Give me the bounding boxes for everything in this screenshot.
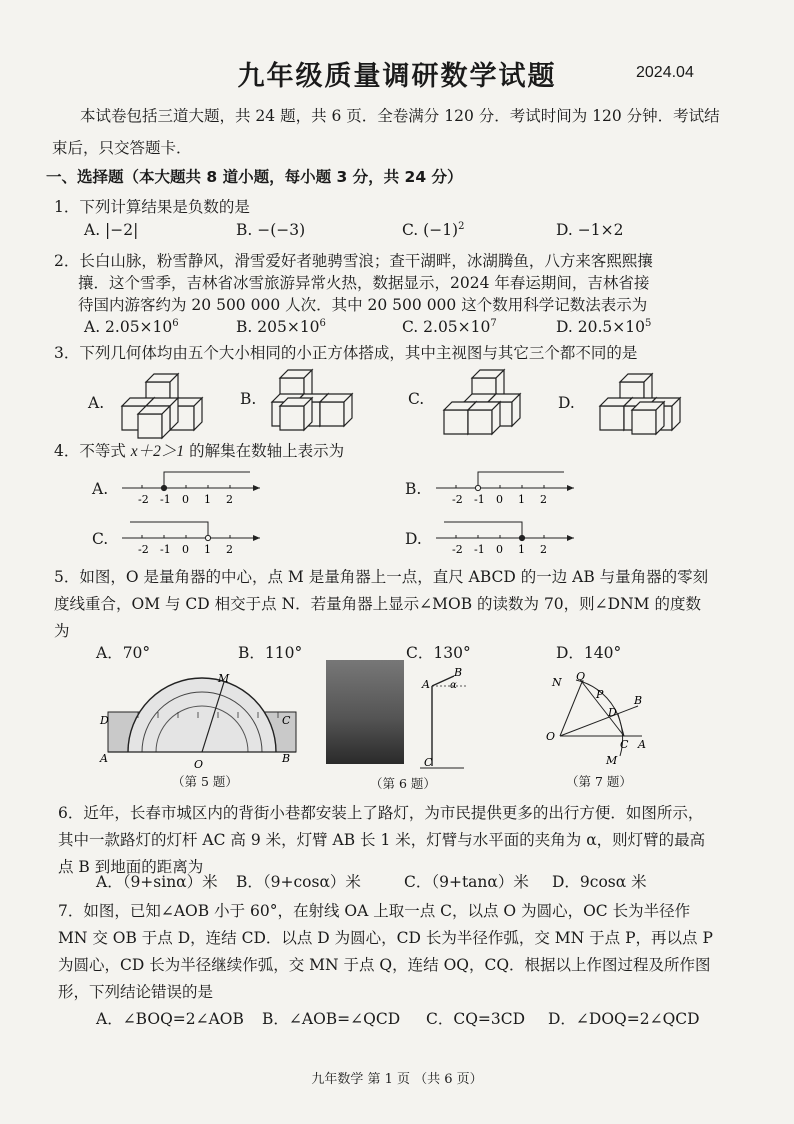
q4-endpoint-a bbox=[161, 485, 166, 490]
q4-endpoint-d bbox=[519, 535, 524, 540]
q6-text: 6．近年，长春市城区内的背街小巷都安装上了路灯，为市民提供更多的出行方便．如图所示，其中一款路灯的灯杆 AC 高 9 米，灯臂 AB 长 1 米，灯臂与水平面的夹角为 α，则灯臂的最高点 B 到地面的距离为 bbox=[58, 804, 706, 876]
fig6-lamp-diagram bbox=[420, 664, 480, 774]
q3-label-c: C. bbox=[408, 390, 425, 408]
q4-label-d: D. bbox=[405, 530, 422, 548]
q4-endpoint-b bbox=[475, 485, 480, 490]
q5-option-a: A．70° bbox=[96, 644, 151, 662]
fig5-label-b: B bbox=[282, 752, 291, 765]
q4-tick-label: 0 bbox=[182, 543, 189, 556]
q2-option-b: B. $205\times 10^6$ bbox=[236, 318, 326, 337]
q7-option-c: C．CQ=3CD bbox=[426, 1010, 526, 1028]
q3-label-d: D. bbox=[558, 394, 575, 412]
intro-text: 本试卷包括三道大题，共 24 题，共 6 页．全卷满分 120 分．考试时间为 120 分钟．考试结束后，只交答题卡． bbox=[52, 107, 720, 157]
fig5-label-m: M bbox=[218, 672, 230, 685]
q3-cube-figures bbox=[0, 366, 794, 446]
fig6-label-a: A bbox=[422, 678, 430, 691]
fig5-label-d: D bbox=[100, 714, 109, 727]
q2-option-a: A. $2.05\times 10^6$ bbox=[84, 318, 179, 337]
q1-option-a: A. |−2| bbox=[84, 221, 139, 239]
q4-tick-label: 1 bbox=[204, 493, 211, 506]
q5-option-c: C．130° bbox=[406, 644, 471, 662]
q4-tick-label: 2 bbox=[226, 493, 233, 506]
q4-tick-label: 1 bbox=[518, 543, 525, 556]
q6-option-b: B．（9+cosα）米 bbox=[236, 873, 361, 891]
q5-option-d: D．140° bbox=[556, 644, 622, 662]
q4-number-line-d bbox=[436, 522, 574, 556]
fig5-protractor bbox=[98, 670, 318, 780]
q4-tick-label: -2 bbox=[138, 543, 149, 556]
q4-axis-arrow-b bbox=[567, 485, 574, 491]
q7-text: 7．如图，已知∠AOB 小于 60°，在射线 OA 上取一点 C，以点 O 为圆心，OC 长为半径作 MN 交 OB 于点 D，连结 CD．以点 D 为圆心，CD 长为半径作弧，交 MN 于点 P，再以点 P 为圆心，CD 长为半径继续作弧，交 MN 于点 Q，连结 OQ，CQ．根据以上作图过程及所作图形，下列结论错误的是 bbox=[58, 902, 713, 1001]
q4-stem: 4．不等式 x＋2＞1 的解集在数轴上表示为 bbox=[54, 442, 345, 460]
q2-line-2: 攘．这个雪季，吉林省冰雪旅游异常火热，数据显示，2024 年春运期间，吉林省接 bbox=[78, 274, 650, 292]
q4-tick-label: -2 bbox=[452, 543, 463, 556]
q3-label-a: A. bbox=[88, 394, 105, 412]
q4-tick-label: 2 bbox=[540, 543, 547, 556]
q4-axis-arrow-c bbox=[253, 535, 260, 541]
q3-figure-b bbox=[272, 370, 352, 430]
fig6-label-b: B bbox=[454, 666, 463, 679]
q4-endpoint-c bbox=[205, 535, 210, 540]
q4-tick-label: 0 bbox=[496, 543, 503, 556]
q4-tick-label: -1 bbox=[474, 493, 485, 506]
q6-option-d: D．9cosα 米 bbox=[552, 873, 647, 891]
q2-line-3: 待国内游客约为 20 500 000 人次．其中 20 500 000 这个数用科学记数法表示为 bbox=[78, 296, 648, 314]
q3-label-b: B. bbox=[240, 390, 257, 408]
q1-option-c: C. $(-1)^2$ bbox=[402, 221, 465, 240]
q3-stem: 3．下列几何体均由五个大小相同的小正方体搭成，其中主视图与其它三个都不同的是 bbox=[54, 344, 638, 362]
fig6-caption: （第 6 题） bbox=[370, 776, 436, 791]
q4-tick-label: 2 bbox=[540, 493, 547, 506]
q4-tick-label: 0 bbox=[182, 493, 189, 506]
exam-date: 2024.04 bbox=[636, 64, 694, 81]
q4-tick-label: 1 bbox=[204, 543, 211, 556]
fig7-label-o: O bbox=[546, 730, 556, 743]
q4-axis-arrow-d bbox=[567, 535, 574, 541]
fig6-streetlamp-photo bbox=[326, 660, 404, 764]
q4-tick-label: -1 bbox=[474, 543, 485, 556]
q3-figure-d bbox=[600, 374, 680, 434]
q4-tick-label: 0 bbox=[496, 493, 503, 506]
fig7-caption: （第 7 题） bbox=[566, 774, 632, 789]
fig5-label-c: C bbox=[282, 714, 291, 727]
q4-number-line-b bbox=[436, 472, 574, 506]
q2-option-d: D. $20.5\times 10^5$ bbox=[556, 318, 652, 337]
fig5-label-o: O bbox=[194, 758, 204, 771]
fig5-caption: （第 5 题） bbox=[172, 774, 238, 789]
fig7-label-a: A bbox=[638, 738, 646, 751]
section-heading: 一、选择题（本大题共 8 道小题，每小题 3 分，共 24 分） bbox=[46, 168, 463, 186]
q6-option-c: C．（9+tanα）米 bbox=[404, 873, 529, 891]
fig6-label-c: C bbox=[424, 756, 433, 769]
q7-option-b: B．∠AOB=∠QCD bbox=[262, 1010, 401, 1028]
q7-option-d: D．∠DOQ=2∠QCD bbox=[548, 1010, 700, 1028]
q4-label-b: B. bbox=[405, 480, 422, 498]
q1-option-d: D. −1×2 bbox=[556, 221, 624, 239]
q4-number-line-a bbox=[122, 472, 260, 506]
page-footer: 九年数学 第 1 页 （共 6 页） bbox=[311, 1072, 483, 1087]
q1-stem: 1．下列计算结果是负数的是 bbox=[54, 198, 250, 216]
q3-figure-c bbox=[444, 370, 520, 434]
q7-option-a: A．∠BOQ=2∠AOB bbox=[96, 1010, 244, 1028]
q4-number-line-c bbox=[122, 522, 260, 556]
fig5-label-a: A bbox=[100, 752, 108, 765]
q4-tick-label: -1 bbox=[160, 543, 171, 556]
fig7-label-c: C bbox=[620, 738, 629, 751]
fig7-label-m: M bbox=[606, 754, 618, 767]
q6-option-a: A．（9+sinα）米 bbox=[96, 873, 218, 891]
q4-tick-label: -2 bbox=[452, 493, 463, 506]
fig7-label-p: P bbox=[596, 688, 604, 701]
q5-text: 5．如图，O 是量角器的中心，点 M 是量角器上一点，直尺 ABCD 的一边 AB 与量角器的零刻度线重合，OM 与 CD 相交于点 N．若量角器上显示∠MOB 的读数为 70，则∠DNM 的度数为 bbox=[54, 568, 709, 640]
q2-option-c: C. $2.05\times 10^7$ bbox=[402, 318, 497, 337]
q3-figure-a bbox=[122, 374, 202, 438]
q4-tick-label: -2 bbox=[138, 493, 149, 506]
q4-solution-ray-a bbox=[164, 472, 250, 488]
q5-option-b: B．110° bbox=[238, 644, 303, 662]
fig7-label-d: D bbox=[608, 706, 617, 719]
page-title: 九年级质量调研数学试题 bbox=[237, 61, 557, 92]
fig7-label-n: N bbox=[552, 676, 562, 689]
q4-solution-ray-b bbox=[478, 472, 564, 488]
q1-option-b: B. −(−3) bbox=[236, 221, 306, 239]
fig6-label-alpha: α bbox=[450, 680, 457, 691]
q4-tick-label: -1 bbox=[160, 493, 171, 506]
fig7-construction bbox=[542, 670, 652, 770]
fig7-label-b: B bbox=[634, 694, 643, 707]
q4-axis-arrow-a bbox=[253, 485, 260, 491]
fig7-label-q: Q bbox=[576, 670, 586, 683]
q4-label-a: A. bbox=[92, 480, 109, 498]
q2-line-1: 2．长白山脉，粉雪静风，滑雪爱好者驰骋雪浪；查干湖畔，冰湖腾鱼，八方来客熙熙攘 bbox=[54, 252, 653, 270]
q4-tick-label: 1 bbox=[518, 493, 525, 506]
q4-label-c: C. bbox=[92, 530, 109, 548]
q4-tick-label: 2 bbox=[226, 543, 233, 556]
